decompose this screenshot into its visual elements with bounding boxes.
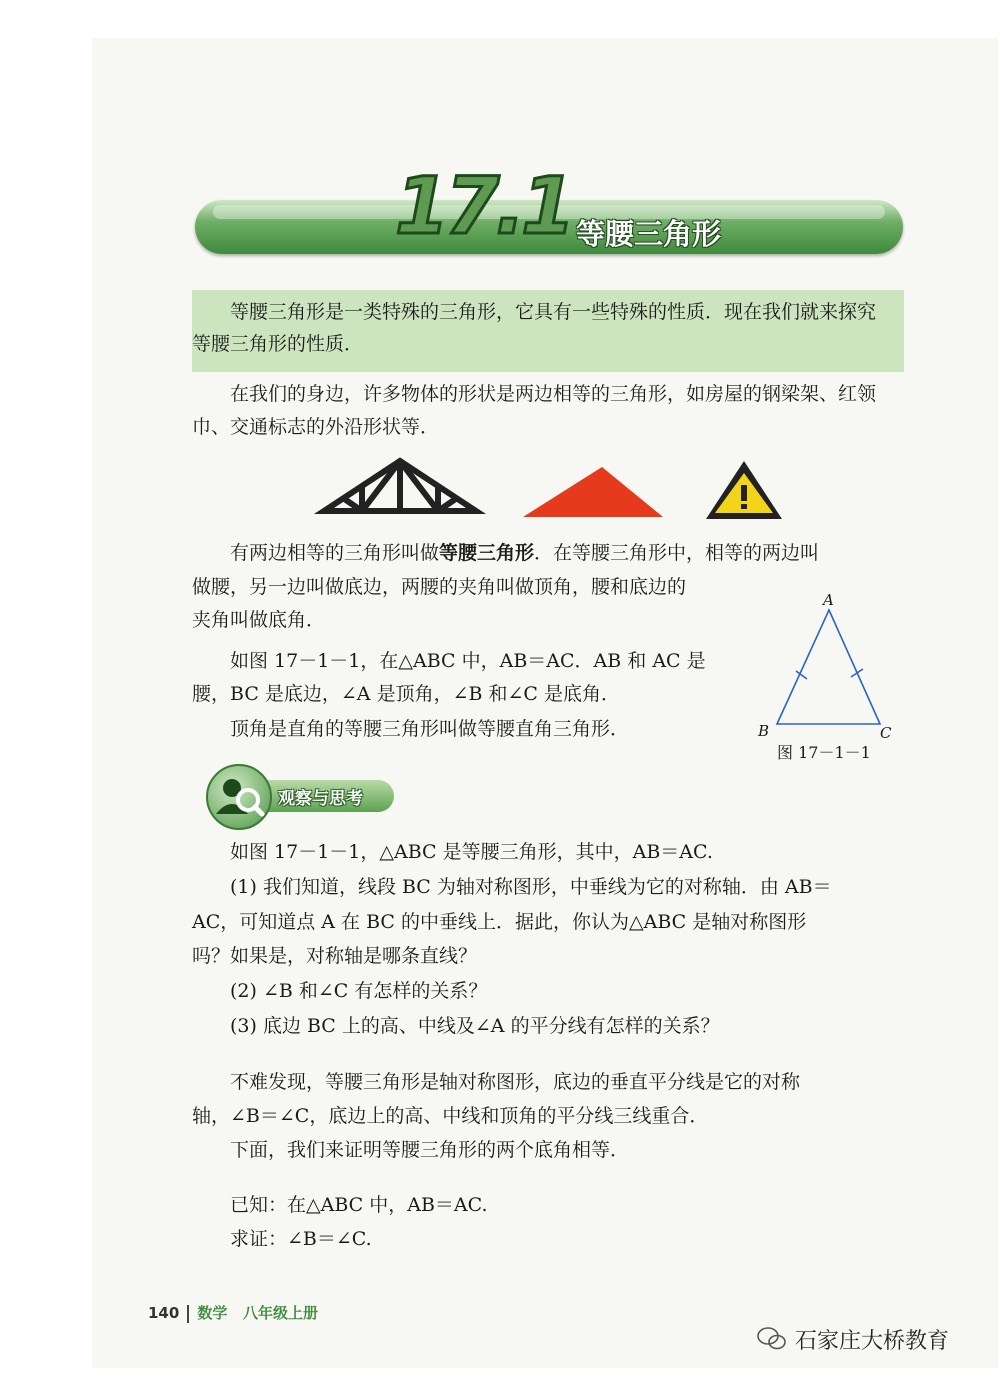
warning-sign-icon	[706, 461, 782, 519]
footer-separator	[187, 1305, 189, 1323]
section-number: 17.1	[395, 162, 572, 252]
definition-line2: 做腰，另一边叫做底边，两腰的夹角叫做顶角，腰和底边的	[192, 576, 687, 598]
question1-line1: (1) 我们知道，线段 BC 为轴对称图形，中垂线为它的对称轴．由 AB＝	[230, 876, 832, 898]
proof-to-prove: 求证：∠B＝∠C.	[230, 1228, 372, 1250]
watermark-text: 石家庄大桥教育	[795, 1329, 950, 1354]
question1-line2: AC，可知道点 A 在 BC 的中垂线上．据此，你认为△ABC 是轴对称图形	[192, 911, 807, 933]
proof-given: 已知：在△ABC 中，AB＝AC.	[230, 1194, 488, 1216]
tick-mark-ac	[851, 669, 863, 677]
observe-line1: 如图 17－1－1，△ABC 是等腰三角形，其中，AB＝AC.	[230, 841, 713, 863]
footer-grade: 八年级上册	[243, 1304, 319, 1322]
definition-line1	[192, 537, 910, 570]
magnifier-person-icon	[208, 766, 270, 828]
example-figures	[310, 455, 790, 523]
triangle-abc-figure	[750, 590, 900, 740]
intro-text: 等腰三角形是一类特殊的三角形，它具有一些特殊的性质．现在我们就来探究等腰三角形的性质．	[192, 301, 877, 355]
section-title: 等腰三角形	[576, 217, 722, 251]
example-line3: 顶角是直角的等腰三角形叫做等腰直角三角形．	[230, 718, 630, 740]
definition-pre: 有两边相等的三角形叫做	[230, 542, 440, 564]
definition-rest: ．在等腰三角形中，相等的两边叫	[534, 542, 820, 564]
vertex-label-b: B	[758, 722, 770, 740]
question3: (3) 底边 BC 上的高、中线及∠A 的平分线有怎样的关系？	[230, 1015, 720, 1037]
red-scarf-icon	[523, 467, 663, 517]
paragraph-examples: 在我们的身边，许多物体的形状是两边相等的三角形，如房屋的钢梁架、红领巾、交通标志的外沿形状等．	[192, 383, 877, 438]
conclusion-line1: 不难发现，等腰三角形是轴对称图形，底边的垂直平分线是它的对称	[230, 1071, 801, 1093]
conclusion-line3: 下面，我们来证明等腰三角形的两个底角相等．	[230, 1139, 630, 1161]
vertex-label-c: C	[880, 724, 892, 740]
question1-line3: 吗？如果是，对称轴是哪条直线？	[192, 945, 478, 967]
conclusion-line2: 轴，∠B＝∠C，底边上的高、中线和顶角的平分线三线重合．	[192, 1105, 709, 1127]
observe-badge-circle	[206, 764, 272, 830]
example-line2: 腰，BC 是底边，∠A 是顶角，∠B 和∠C 是底角．	[192, 683, 620, 705]
figure-caption: 图 17－1－1	[777, 743, 871, 762]
vertex-label-a: A	[823, 591, 834, 609]
term-isosceles: 等腰三角形	[439, 542, 535, 564]
observe-badge-label: 观察与思考	[278, 789, 363, 809]
question2: (2) ∠B 和∠C 有怎样的关系？	[230, 980, 488, 1002]
example-line1: 如图 17－1－1，在△ABC 中，AB＝AC．AB 和 AC 是	[230, 650, 706, 672]
wechat-icon	[757, 1326, 787, 1352]
footer-subject: 数学	[197, 1304, 228, 1322]
roof-truss-icon	[324, 461, 476, 511]
definition-line3: 夹角叫做底角．	[192, 609, 326, 631]
page-footer	[148, 1302, 318, 1323]
page-number: 140	[148, 1304, 180, 1322]
